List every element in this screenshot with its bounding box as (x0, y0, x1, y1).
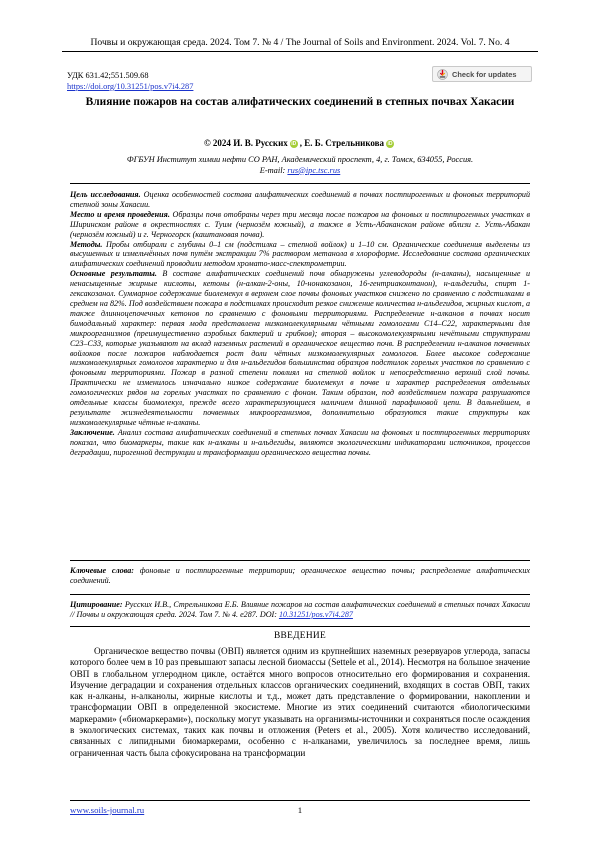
abstract (70, 190, 530, 457)
abstract-label: Место и время проведения. (70, 209, 170, 219)
citation-doi-link[interactable]: 10.31251/pos.v7i4.287 (278, 609, 353, 619)
abstract-label: Методы. (70, 239, 103, 249)
introduction-body (70, 646, 530, 759)
udk-code: УДК 631.42;551.509.68 (67, 71, 149, 80)
check-for-updates-label: Check for updates (452, 69, 517, 79)
paragraph: Органическое вещество почвы (ОВП) является одним из крупнейших наземных резервуаров углерода, запасы которого более чем в 10 раз превышают запасы лесной биомассы (Settele et al., 2014). Несмотря на большое значение ОВП в глобальном углеродном цикле, остаётся много вопросов относительно его формирования и сохранения. Изучение деградации и сохранения отдельных классов органических соединений, входящих в состав ОВП, таких как н-алканы, н-алканолы, жирные кислоты и т.д., может дать представление о формировании, накоплении и трансформации ОВП в определенной экосистеме. Многие из этих соединений считаются «биологическими маркерами» («биомаркерами»), поскольку могут указывать на организмы-источники и сохраняться после осаждения в экологических системах, таких как почвы и отложения (Peters et al., 2005). Хотя количество исследований, связанных с липидными биомаркерами, особенно с н-алканами, увеличилось за последнее время, лишь ограниченная часть была сфокусирована на трансформации (70, 646, 530, 758)
citation-label: Цитирование: (70, 600, 123, 609)
footer-divider (70, 800, 530, 801)
abstract-place: Место и время проведения. Образцы почв отобраны через три месяца после пожаров на фоновых и постпирогенных участках в Ширинском районе в окрестностях с. Туим (чернозём южный), а также в Усть-Абаканском районе вблизи г. Усть-Абакан (чернозём южный) и г. Черногорск (каштановая почва). (70, 209, 530, 239)
keywords (70, 566, 530, 586)
affiliation-block (0, 155, 600, 176)
abstract-top-divider (70, 183, 530, 184)
abstract-aim: Цель исследования. Оценка особенностей состава алифатических соединений в почвах постпирогенных и фоновых территорий степной зоны Хакасии. (70, 190, 531, 209)
keywords-divider (70, 594, 530, 595)
abstract-methods: Методы. Пробы отбирали с глубины 0–1 см (подстилка – степной войлок) и 1–10 см. Органические соединения выделены из высушенных и измельчённых почв путём экстракции 7% раствором метанола в хлороформе. Исследование состава органических алифатических соединений проводили методом хромато-масс-спектрометрии. (70, 239, 530, 269)
email-line (0, 166, 600, 177)
check-for-updates-icon (437, 69, 448, 80)
journal-site-link[interactable]: www.soils-journal.ru (70, 805, 145, 815)
author-line (0, 138, 600, 148)
section-heading: ВВЕДЕНИЕ (273, 631, 327, 641)
copyright-year: © 2024 (203, 138, 231, 148)
email-label: E-mail: (259, 165, 286, 175)
affiliation: ФГБУН Институт химии нефти СО РАН, Академический проспект, 4, г. Томск, 634055, Россия. (126, 155, 474, 164)
email-link[interactable]: rus@ipc.tsc.rus (287, 165, 341, 175)
header-divider (62, 51, 538, 52)
article-identifiers (67, 70, 193, 92)
abstract-label: Цель исследования. (70, 190, 141, 199)
running-head: Почвы и окружающая среда. 2024. Том 7. № 4 / The Journal of Soils and Environment. 2024. Vol. 7. No. 4 (90, 37, 510, 48)
doi-link[interactable]: https://doi.org/10.31251/pos.v7i4.287 (67, 82, 194, 91)
abstract-bottom-divider (70, 560, 530, 561)
check-for-updates-button[interactable] (432, 66, 532, 82)
citation-text: Русских И.В., Стрельникова Е.Б. Влияние пожаров на состав алифатических соединений в степных почвах Хакасии // Почвы и окружающая среда. 2024. Том 7. № 4. e287. DOI: (70, 600, 530, 619)
abstract-conclusion: Заключение. Анализ состава алифатических соединений в степных почвах Хакасии на фоновых и постпирогенных территориях показал, что биомаркеры, такие как н-алканы и н-альдегиды, являются экологическими индикаторами источников, процессов деградации, пирогенной деструкции и трансформации органического вещества почвы. (70, 427, 530, 457)
citation-divider (70, 626, 530, 627)
page-number: 1 (297, 805, 303, 815)
orcid-icon[interactable]: iD (291, 141, 297, 147)
keywords-text: фоновые и постпирогенные территории; органическое вещество почвы; распределение алифатических соединений. (70, 566, 530, 585)
author-name: И. В. Русских (233, 138, 288, 148)
abstract-label: Основные результаты. (70, 269, 157, 279)
orcid-icon[interactable]: iD (387, 141, 393, 147)
keywords-label: Ключевые слова: (70, 566, 134, 575)
citation (70, 600, 530, 620)
article-title: Влияние пожаров на состав алифатических соединений в степных почвах Хакасии (85, 96, 515, 108)
abstract-results: Основные результаты. В составе алифатических соединений почв обнаружены углеводороды (н-алканы), насыщенные и ненасыщенные жирные кислоты, кетоны (н-алкан-2-оны, 10-нонакозанон, 16-гентриаконтанон), н-альдегиды, спирт 1-гексакозанол. Суммарное содержание биолемекул в верхнем слое почвы фоновых участков снижено по сравнению с подстилками в среднем на 82%. Под воздействием пожара в подстилках происходит резкое снижение количества н-альдегидов, жирных кислот, а также длинноцепочечных кетонов по сравнению с фоновыми территориями. Распределение н-алканов в почвах носит бимодальный характер: первая мода представлена низкомолекулярными чётными гомологами С14–С22, характерными для микроорганизмов (преимущественно аэробных бактерий и грибков); вторая – высокомолекулярными нечётными структурами С23–С33, которые указывают на вклад наземных растений в органическое вещество почв. В распределении н-алканов почвенных войлоков после пожаров наблюдается рост доли чётных низкомолекулярных гомологов. Более высокое содержание низкомолекулярных гомологов характерно и для н-альдегидов большинства образцов подстилок горелых участков по сравнению с фоновыми территориями. Пожар в разной степени повлиял на степной войлок и непосредственно верхний слой почвы. Практически не изменилось изначально низкое содержание биолемекул в почве и характер распределения отдельных гомологических рядов на горелых участках по сравнению с фоном. Таким образом, под воздействием пожара разрушаются отдельные классы биомолекул, прежде всего характеризующиеся наличием длинной парафиновой цепи. В дальнейшем, в результате жизнедеятельности почвенных микроорганизмов, дополнительно образуются такие структуры как низкомолекулярные чётные н-алканы. (70, 269, 530, 427)
abstract-label: Заключение. (70, 427, 115, 437)
author-name: , Е. Б. Стрельникова (299, 138, 385, 148)
